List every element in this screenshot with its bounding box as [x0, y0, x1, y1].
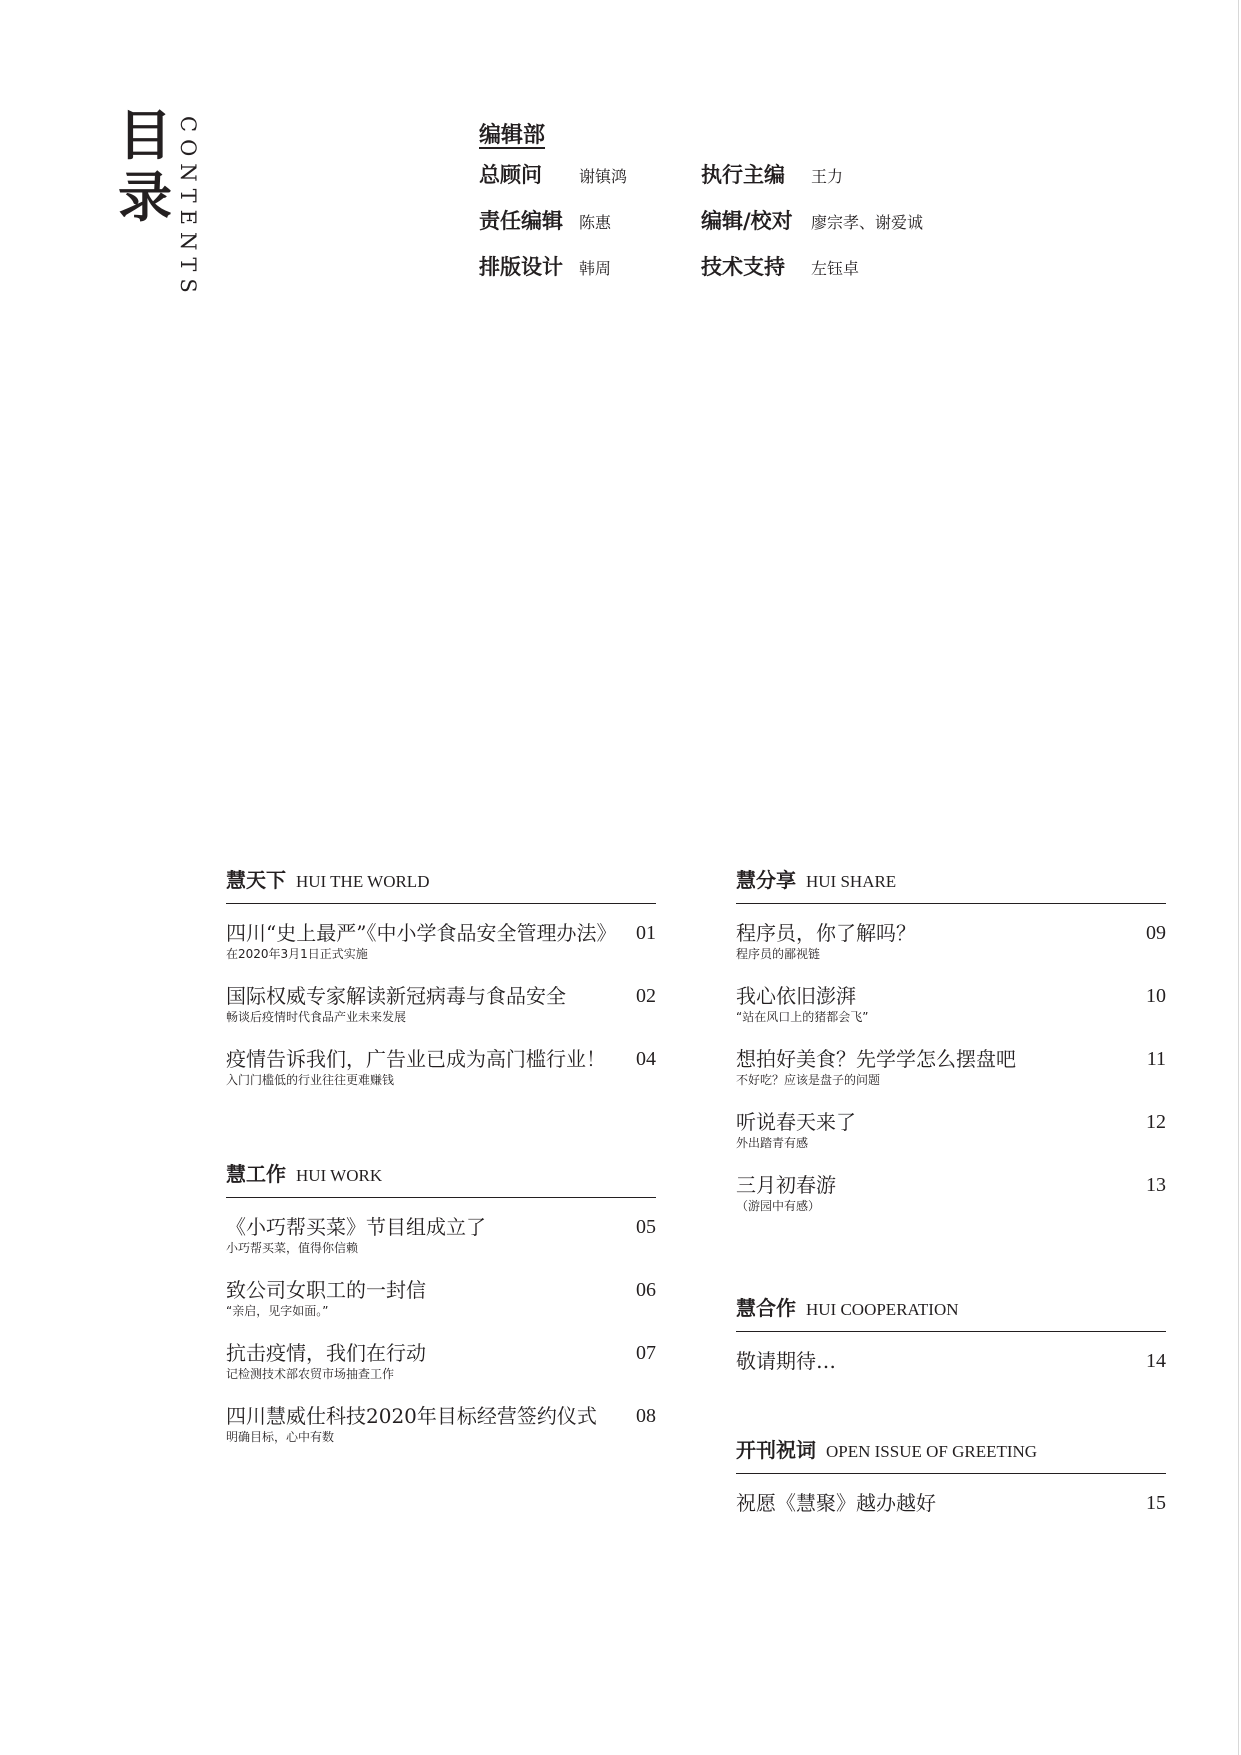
toc-entry[interactable]	[226, 1340, 656, 1382]
section-title-zh: 开刊祝词	[736, 1438, 816, 1462]
page-title-en: CONTENTS	[176, 116, 200, 300]
entry-subtitle: “站在风口上的猪都会飞”	[736, 1010, 869, 1024]
entry-subtitle: 程序员的鄙视链	[736, 947, 821, 961]
toc-entry[interactable]	[226, 1214, 656, 1256]
entry-subtitle: （游园中有感）	[736, 1199, 821, 1213]
board-role: 执行主编	[701, 162, 785, 187]
board-person: 左钰卓	[811, 259, 860, 278]
toc-entry[interactable]	[736, 1109, 1166, 1151]
entry-title: 疫情告诉我们，广告业已成为高门槛行业！	[226, 1047, 606, 1071]
toc-entry[interactable]	[736, 1490, 1166, 1516]
section-header	[226, 864, 656, 904]
toc-entry[interactable]	[226, 1403, 656, 1445]
section-hui-cooperation	[736, 1292, 1166, 1374]
entry-title: 听说春天来了	[736, 1110, 856, 1134]
entry-page-number: 04	[636, 1048, 656, 1070]
entry-subtitle: 明确目标，心中有数	[226, 1430, 335, 1444]
board-person: 谢镇鸿	[579, 167, 628, 186]
entry-page-number: 11	[1146, 1048, 1166, 1070]
section-title-en: HUI COOPERATION	[806, 1300, 959, 1319]
section-hui-share	[736, 864, 1166, 1235]
section-header	[736, 1434, 1166, 1474]
entry-subtitle: 畅谈后疫情时代食品产业未来发展	[226, 1010, 407, 1024]
entry-title: 国际权威专家解读新冠病毒与食品安全	[226, 984, 566, 1008]
entry-title: 祝愿《慧聚》越办越好	[736, 1491, 936, 1515]
entry-title: 敬请期待…	[736, 1349, 836, 1373]
toc-entry[interactable]	[736, 1046, 1166, 1088]
page-edge-line	[1238, 0, 1239, 1755]
section-hui-the-world	[226, 864, 656, 1109]
section-title-zh: 慧分享	[736, 868, 796, 892]
entry-page-number: 07	[636, 1342, 656, 1364]
section-title-en: HUI THE WORLD	[296, 872, 430, 891]
entry-page-number: 13	[1146, 1174, 1166, 1196]
entry-page-number: 08	[636, 1405, 656, 1427]
section-header	[226, 1158, 656, 1198]
toc-entry[interactable]	[736, 983, 1166, 1025]
entry-page-number: 15	[1146, 1492, 1166, 1514]
board-role: 编辑/校对	[701, 208, 793, 233]
entry-page-number: 05	[636, 1216, 656, 1238]
entry-title: 我心依旧澎湃	[736, 984, 856, 1008]
entry-subtitle: 外出踏青有感	[736, 1136, 809, 1150]
board-title: 编辑部	[479, 122, 546, 148]
board-person: 陈惠	[579, 213, 612, 232]
toc-entry[interactable]	[736, 1348, 1166, 1374]
board-person: 韩周	[579, 259, 612, 278]
entry-subtitle: 小巧帮买菜，值得你信赖	[226, 1241, 359, 1255]
section-title-en: HUI WORK	[296, 1166, 383, 1185]
entry-title: 三月初春游	[736, 1173, 836, 1197]
page-title	[118, 104, 178, 228]
entry-page-number: 09	[1146, 922, 1166, 944]
board-role: 技术支持	[701, 254, 785, 279]
section-header	[736, 1292, 1166, 1332]
board-role: 排版设计	[479, 254, 563, 279]
entry-title: 程序员，你了解吗？	[736, 921, 916, 945]
toc-entry[interactable]	[226, 1046, 656, 1088]
section-header	[736, 864, 1166, 904]
toc-entry[interactable]	[226, 1277, 656, 1319]
section-open-issue-greeting	[736, 1434, 1166, 1516]
board-person: 王力	[811, 167, 844, 186]
title-char-2: 录	[118, 165, 172, 229]
entry-subtitle: 在2020年3月1日正式实施	[226, 947, 368, 961]
entry-title: 四川“史上最严”《中小学食品安全管理办法》	[226, 921, 617, 945]
board-role: 责任编辑	[479, 208, 563, 233]
entry-page-number: 14	[1146, 1350, 1166, 1372]
entry-subtitle: “亲启，见字如面。”	[226, 1304, 329, 1318]
entry-title: 想拍好美食？先学学怎么摆盘吧	[736, 1047, 1016, 1071]
section-title-en: OPEN ISSUE OF GREETING	[826, 1442, 1038, 1461]
toc-entry[interactable]	[226, 983, 656, 1025]
entry-title: 抗击疫情，我们在行动	[226, 1341, 426, 1365]
section-hui-work	[226, 1158, 656, 1466]
board-grid	[479, 159, 961, 281]
entry-page-number: 10	[1146, 985, 1166, 1007]
section-title-zh: 慧天下	[226, 868, 286, 892]
entry-title: 《小巧帮买菜》节目组成立了	[226, 1215, 486, 1239]
toc-entry[interactable]	[226, 920, 656, 962]
toc-entry[interactable]	[736, 1172, 1166, 1214]
section-title-zh: 慧合作	[736, 1296, 796, 1320]
entry-subtitle: 不好吃？应该是盘子的问题	[736, 1073, 881, 1087]
entry-page-number: 12	[1146, 1111, 1166, 1133]
section-title-en: HUI SHARE	[806, 872, 897, 891]
board-person: 廖宗孝、谢爱诚	[811, 213, 924, 232]
entry-subtitle: 记检测技术部农贸市场抽查工作	[226, 1367, 395, 1381]
title-char-1: 目	[118, 103, 172, 167]
entry-page-number: 02	[636, 985, 656, 1007]
entry-title: 四川慧威仕科技2020年目标经营签约仪式	[226, 1404, 597, 1428]
editorial-board	[479, 118, 961, 281]
entry-title: 致公司女职工的一封信	[226, 1278, 426, 1302]
entry-page-number: 06	[636, 1279, 656, 1301]
entry-subtitle: 入门门槛低的行业往往更难赚钱	[226, 1073, 395, 1087]
entry-page-number: 01	[636, 922, 656, 944]
section-title-zh: 慧工作	[226, 1162, 286, 1186]
board-role: 总顾问	[479, 162, 542, 187]
toc-entry[interactable]	[736, 920, 1166, 962]
